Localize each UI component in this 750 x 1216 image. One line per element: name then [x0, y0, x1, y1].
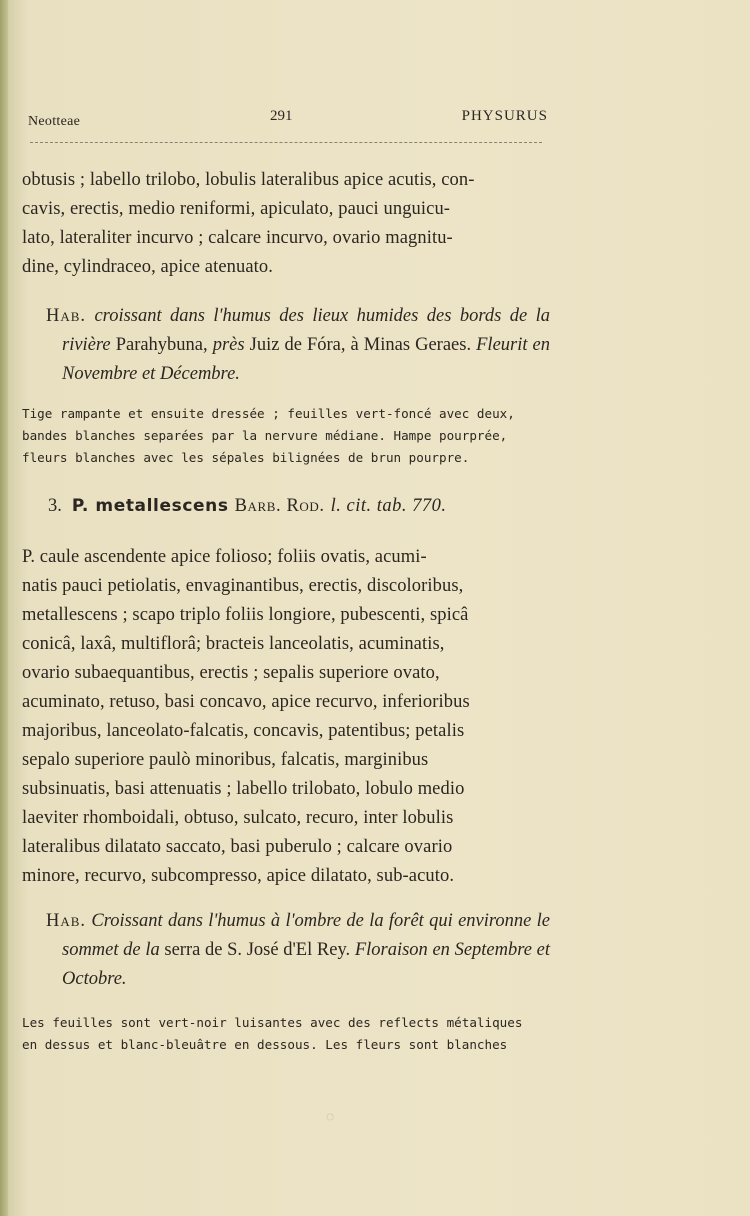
- note-line: bandes blanches separées par la nervure médiane. Hampe pourprée,: [22, 428, 508, 443]
- text-line: lateralibus dilatato saccato, basi puberulo ; calcare ovario: [22, 837, 453, 857]
- text-line: cavis, erectis, medio reniformi, apiculato, pauci unguicu-: [22, 199, 451, 219]
- species-name: P. metallescens: [71, 496, 229, 516]
- text-line: sepalo superiore paulò minoribus, falcatis, marginibus: [22, 750, 429, 770]
- habitat-italic-text: Croissant dans l'humus à l'ombre de la forêt qui environne le sommet de la: [62, 911, 551, 960]
- continuation-paragraph: [22, 166, 550, 282]
- habitat-roman-text: Parahybuna,: [115, 335, 208, 355]
- page-binding-edge: [0, 0, 8, 1216]
- observation-note: [22, 403, 550, 469]
- page-number: 291: [270, 108, 293, 124]
- habitat-italic-text: près: [212, 335, 245, 355]
- running-head-left: Neotteae: [28, 114, 81, 129]
- habitat-label: Hab.: [46, 306, 87, 326]
- note-line: Les feuilles sont vert-noir luisantes avec des reflects métaliques: [22, 1015, 523, 1030]
- running-head-right: PHYSURUS: [461, 108, 548, 124]
- habitat-label: Hab.: [46, 911, 87, 931]
- note-line: Tige rampante et ensuite dressée ; feuilles vert-foncé avec deux,: [22, 406, 515, 421]
- habitat-roman-text: serra de S. José d'El Rey.: [164, 940, 351, 960]
- text-line: minore, recurvo, subcompresso, apice dilatato, sub-acuto.: [22, 866, 455, 886]
- text-line: ovario subaequantibus, erectis ; sepalis superiore ovato,: [22, 663, 440, 683]
- flowering-text: Floraison en Septembre et Octobre.: [62, 940, 550, 989]
- text-line: dine, cylindraceo, apice atenuato.: [22, 257, 273, 277]
- species-heading: [22, 491, 550, 521]
- text-line: acuminato, retuso, basi concavo, apice recurvo, inferioribus: [22, 692, 470, 712]
- text-line: laeviter rhomboidali, obtuso, sulcato, recuro, inter lobulis: [22, 808, 454, 828]
- species-number: 3.: [48, 496, 62, 516]
- header-rule: [30, 142, 542, 143]
- text-line: majoribus, lanceolato-falcatis, concavis, patentibus; petalis: [22, 721, 465, 741]
- habitat-roman-text: Juiz de Fóra, à Minas Geraes.: [249, 335, 472, 355]
- habitat-paragraph: [22, 302, 550, 389]
- page-body: [22, 166, 550, 1056]
- note-line: en dessus et blanc-bleuâtre en dessous. Les fleurs sont blanches: [22, 1037, 508, 1052]
- habitat-paragraph-2: [22, 907, 550, 994]
- paper-blemish-icon: ◌: [326, 1110, 335, 1125]
- species-reference: l. cit. tab. 770.: [330, 496, 447, 516]
- species-description: [22, 543, 550, 891]
- text-line: P. caule ascendente apice folioso; foliis ovatis, acumi-: [22, 547, 427, 567]
- species-author: Barb. Rod.: [234, 496, 325, 516]
- page-header: [28, 108, 548, 132]
- text-line: conicâ, laxâ, multiflorâ; bracteis lanceolatis, acuminatis,: [22, 634, 445, 654]
- observation-note-2: [22, 1012, 550, 1056]
- text-line: lato, lateraliter incurvo ; calcare incurvo, ovario magnitu-: [22, 228, 453, 248]
- habitat-italic-text: croissant dans l'humus des lieux humides des bords de la rivière: [62, 306, 550, 355]
- flowering-text: Fleurit en Novembre et Décembre.: [62, 335, 551, 384]
- text-line: subsinuatis, basi attenuatis ; labello trilobato, lobulo medio: [22, 779, 465, 799]
- text-line: natis pauci petiolatis, envaginantibus, erectis, discoloribus,: [22, 576, 464, 596]
- text-line: obtusis ; labello trilobo, lobulis lateralibus apice acutis, con-: [22, 170, 475, 190]
- note-line: fleurs blanches avec les sépales bilignées de brun pourpre.: [22, 450, 470, 465]
- text-line: metallescens ; scapo triplo foliis longiore, pubescenti, spicâ: [22, 605, 469, 625]
